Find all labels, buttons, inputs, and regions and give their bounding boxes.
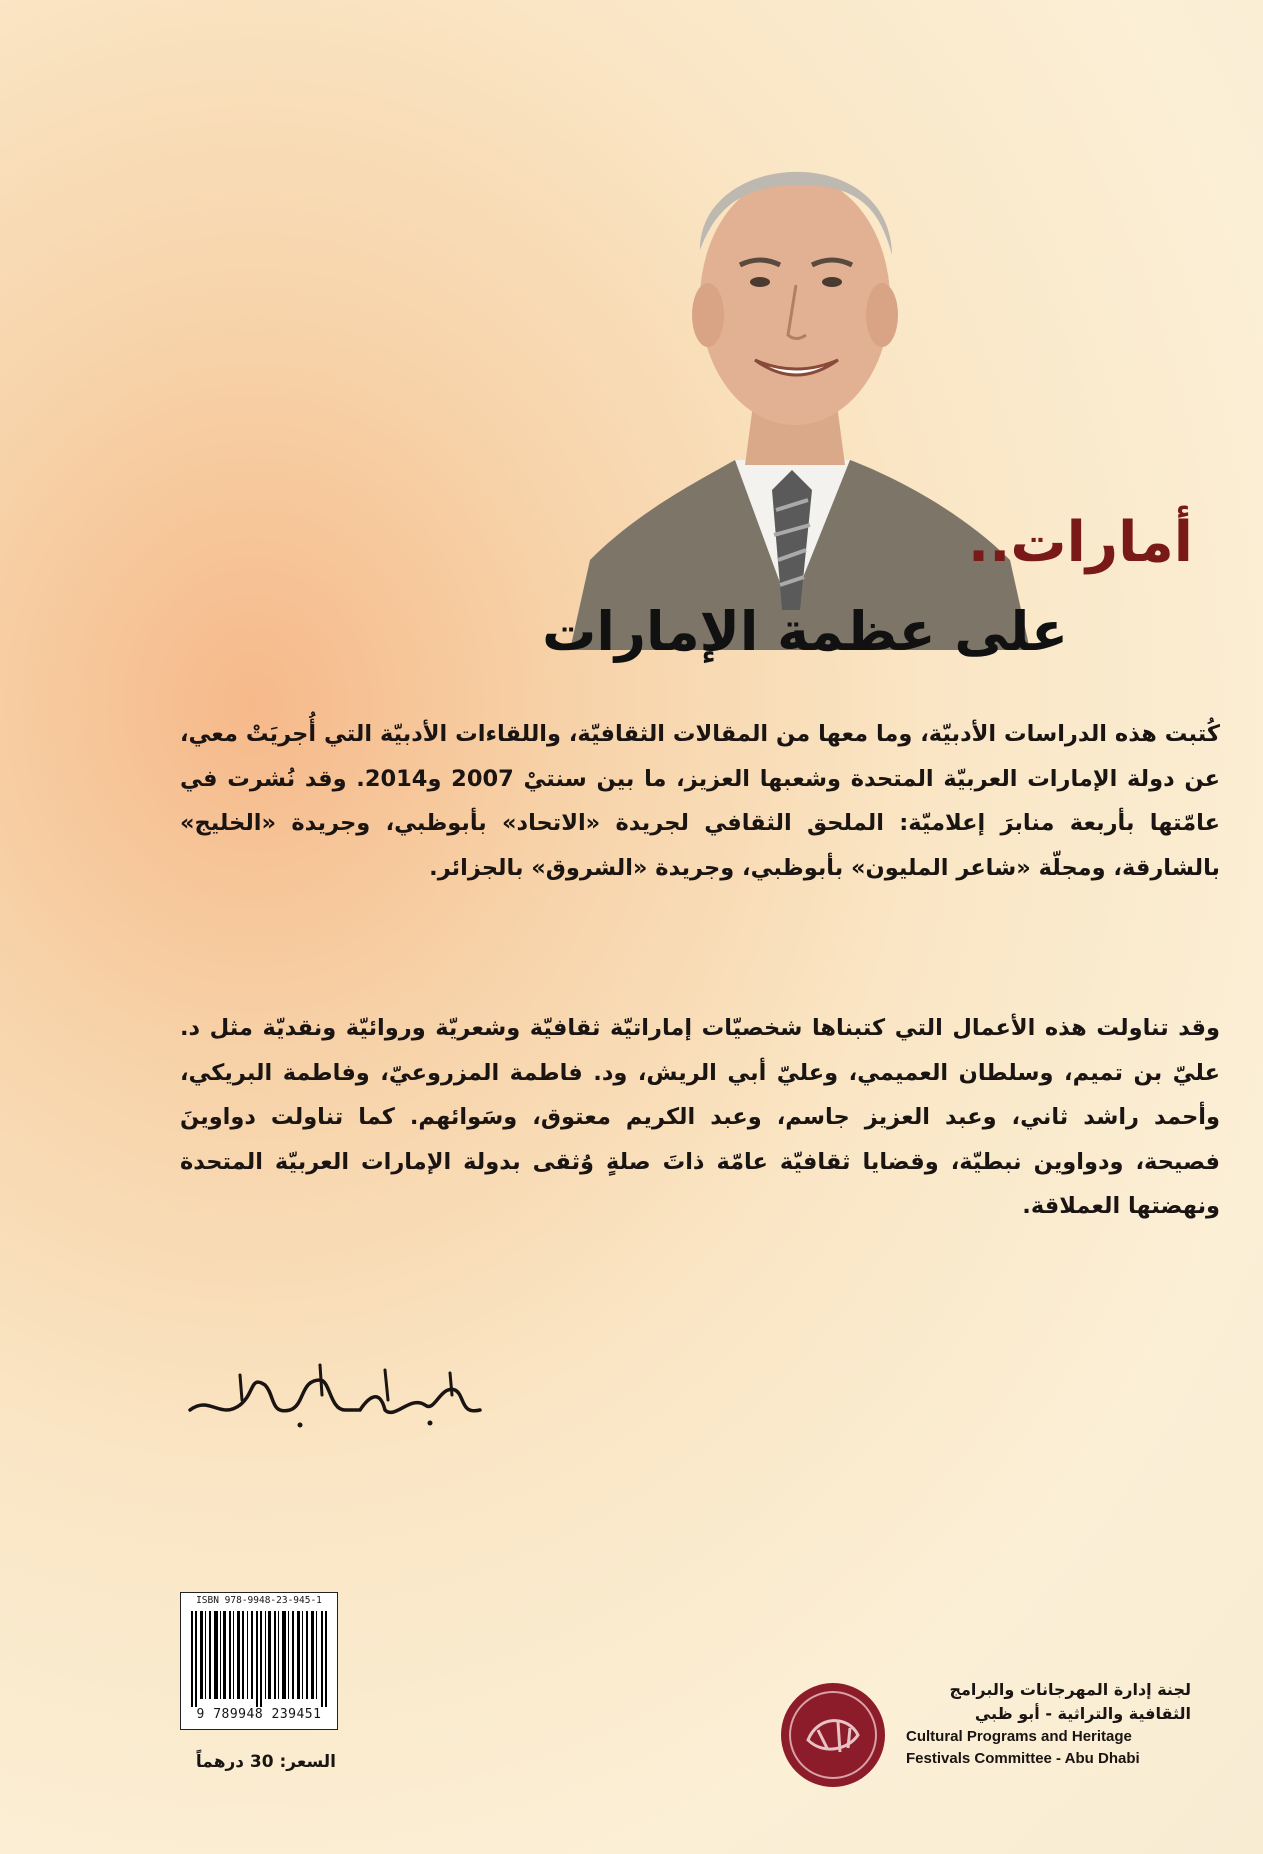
publisher-english-line1: Cultural Programs and Heritage — [906, 1728, 1132, 1745]
publisher-english-line2: Festivals Committee - Abu Dhabi — [906, 1750, 1140, 1767]
author-portrait — [560, 90, 1030, 650]
publisher-committee — [906, 1678, 1191, 1770]
book-title-line1: أمارات.. — [967, 510, 1193, 575]
isbn-digits: 9 789948 239451 — [196, 1707, 322, 1722]
isbn-label: ISBN 978-9948-23-945-1 — [196, 1595, 322, 1606]
book-title-line2: على عظمة الإمارات — [542, 600, 1068, 663]
blurb-paragraph-1: كُتبت هذه الدراسات الأدبيّة، وما معها من المقالات الثقافيّة، واللقاءات الأدبيّة التي أُجريَتْ معي، عن دولة الإمارات العربيّة المتحدة وشعبها العزيز، ما بين سنتيْ 2007 و2014. وقد نُشرت في عامّتها بأربعة منابرَ إعلاميّة: الملحق الثقافي لجريدة «الاتحاد» بأبوظبي، وجريدة «الخليج» بالشارقة، ومجلّة «شاعر المليون» بأبوظبي، وجريدة «الشروق» بالجزائر. — [180, 721, 1220, 881]
barcode-bars — [189, 1611, 329, 1707]
blurb-paragraph-2: وقد تناولت هذه الأعمال التي كتبناها شخصيّات إماراتيّة ثقافيّة وشعريّة وروائيّة ونقديّة مثل د. عليّ بن تميم، وسلطان العميمي، وعليّ أبي الريش، ود. فاطمة المزروعيّ، وفاطمة البريكي، وأحمد راشد ثاني، وعبد العزيز جاسم، وعبد الكريم معتوق، وسَوائهم. كما تناولت دواوينَ فصيحة، ودواوين نبطيّة، وقضايا ثقافيّة عامّة ذاتَ صلةٍ وُثقى بدولة الإمارات العربيّة المتحدة ونهضتها العملاقة. — [180, 1015, 1220, 1219]
publisher-arabic-line1: لجنة إدارة المهرجانات والبرامج — [949, 1680, 1191, 1699]
author-signature — [180, 1355, 500, 1435]
price-label: السعر: 30 درهماً — [195, 1752, 336, 1772]
publisher-arabic-line2: الثقافية والتراثية - أبو ظبي — [974, 1704, 1191, 1723]
isbn-barcode — [180, 1592, 338, 1730]
publisher-seal-logo — [778, 1680, 888, 1790]
